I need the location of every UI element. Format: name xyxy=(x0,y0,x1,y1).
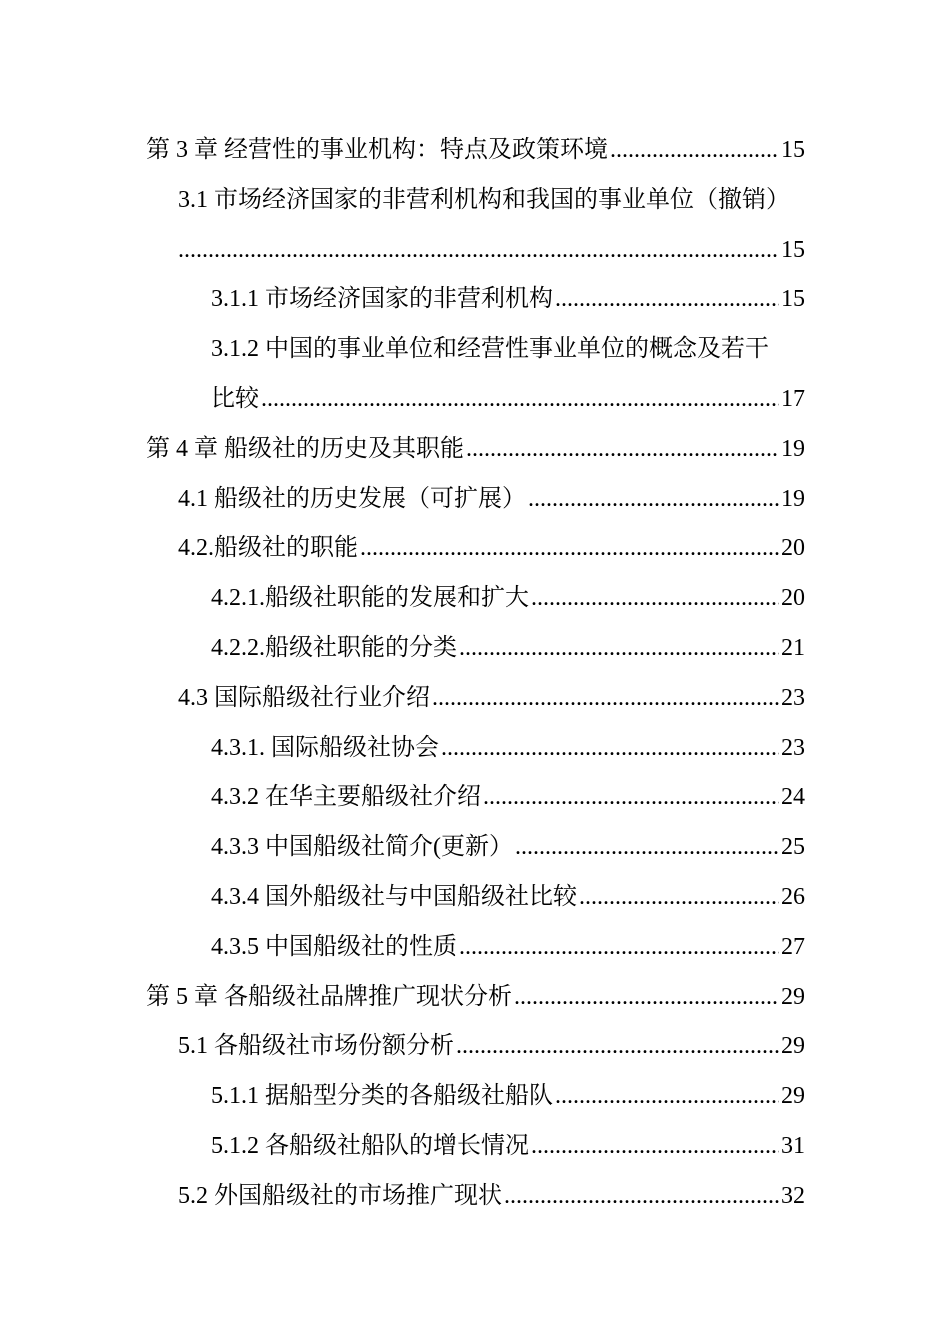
toc-entry-title: 5.1.1 据船型分类的各船级社船队 xyxy=(211,1083,553,1110)
dot-leader xyxy=(531,574,779,624)
toc-entry-page: 19 xyxy=(781,435,805,462)
toc-entry[interactable] xyxy=(0,973,950,1023)
toc-entry[interactable] xyxy=(0,1022,950,1072)
dot-leader xyxy=(456,1022,779,1072)
toc-entry-page: 25 xyxy=(781,834,805,861)
dot-leader xyxy=(514,973,779,1023)
toc-entry[interactable] xyxy=(0,425,950,475)
toc-entry-title: 5.1 各船级社市场份额分析 xyxy=(178,1033,454,1060)
dot-leader xyxy=(579,873,779,923)
toc-entry[interactable] xyxy=(0,325,950,375)
table-of-contents xyxy=(0,126,950,1222)
toc-entry-title: 4.3.5 中国船级社的性质 xyxy=(211,933,457,960)
toc-entry-page: 29 xyxy=(781,1083,805,1110)
toc-entry-page: 32 xyxy=(781,1182,805,1209)
toc-entry-continuation[interactable] xyxy=(0,226,950,276)
toc-entry-title: 4.1 船级社的历史发展（可扩展） xyxy=(178,485,526,512)
toc-entry-page: 15 xyxy=(781,286,805,313)
toc-entry[interactable] xyxy=(0,176,950,226)
toc-entry-title: 第 4 章 船级社的历史及其职能 xyxy=(146,435,464,462)
toc-entry-title: 第 3 章 经营性的事业机构：特点及政策环境 xyxy=(146,137,608,163)
toc-entry-page: 19 xyxy=(781,485,805,512)
toc-entry-page: 31 xyxy=(781,1132,805,1159)
dot-leader xyxy=(555,275,779,325)
dot-leader xyxy=(515,823,779,873)
toc-entry-page: 29 xyxy=(781,1033,805,1060)
dot-leader xyxy=(483,773,779,823)
dot-leader xyxy=(528,475,779,525)
toc-entry[interactable] xyxy=(0,574,950,624)
dot-leader xyxy=(531,1122,779,1172)
toc-entry-page: 24 xyxy=(781,784,805,811)
toc-entry[interactable] xyxy=(0,873,950,923)
toc-entry-title: 4.3.4 国外船级社与中国船级社比较 xyxy=(211,883,577,910)
toc-entry-title: 5.1.2 各船级社船队的增长情况 xyxy=(211,1132,529,1159)
toc-entry[interactable] xyxy=(0,1172,950,1222)
dot-leader xyxy=(360,524,779,574)
toc-entry-page: 21 xyxy=(781,634,805,661)
toc-entry-continuation[interactable] xyxy=(0,375,950,425)
dot-leader xyxy=(504,1172,779,1222)
toc-entry-title: 第 5 章 各船级社品牌推广现状分析 xyxy=(146,983,512,1010)
toc-entry-page: 29 xyxy=(781,983,805,1010)
toc-entry[interactable] xyxy=(0,126,950,176)
toc-entry-page: 26 xyxy=(781,883,805,910)
toc-entry-title: 4.2.1.船级社职能的发展和扩大 xyxy=(211,585,529,612)
dot-leader xyxy=(555,1072,779,1122)
dot-leader xyxy=(261,375,779,425)
toc-entry-title: 3.1 市场经济国家的非营利机构和我国的事业单位（撤销） xyxy=(178,186,790,213)
toc-entry[interactable] xyxy=(0,275,950,325)
toc-entry-page: 27 xyxy=(781,933,805,960)
toc-entry-title: 4.2.船级社的职能 xyxy=(178,535,358,562)
toc-entry[interactable] xyxy=(0,1122,950,1172)
dot-leader xyxy=(459,923,779,973)
toc-entry-title: 5.2 外国船级社的市场推广现状 xyxy=(178,1182,502,1209)
toc-entry-title: 4.2.2.船级社职能的分类 xyxy=(211,634,457,661)
dot-leader xyxy=(459,624,779,674)
toc-entry[interactable] xyxy=(0,674,950,724)
toc-entry-page: 15 xyxy=(781,137,805,163)
toc-entry-page: 23 xyxy=(781,684,805,711)
dot-leader xyxy=(441,724,779,774)
toc-entry[interactable] xyxy=(0,773,950,823)
toc-entry[interactable] xyxy=(0,724,950,774)
toc-entry[interactable] xyxy=(0,823,950,873)
toc-entry-page: 20 xyxy=(781,585,805,612)
toc-entry-title: 4.3.2 在华主要船级社介绍 xyxy=(211,784,481,811)
toc-entry[interactable] xyxy=(0,524,950,574)
toc-entry-title: 3.1.1 市场经济国家的非营利机构 xyxy=(211,286,553,313)
dot-leader xyxy=(610,126,779,176)
toc-entry-title: 4.3 国际船级社行业介绍 xyxy=(178,684,430,711)
dot-leader xyxy=(178,226,779,276)
dot-leader xyxy=(466,425,779,475)
dot-leader xyxy=(432,674,779,724)
toc-entry[interactable] xyxy=(0,624,950,674)
toc-entry-title-cont: 比较 xyxy=(211,385,259,412)
toc-entry[interactable] xyxy=(0,923,950,973)
toc-entry-title: 4.3.1. 国际船级社协会 xyxy=(211,734,439,761)
toc-entry-page: 20 xyxy=(781,535,805,562)
toc-entry-page: 15 xyxy=(781,236,805,263)
toc-entry-title: 3.1.2 中国的事业单位和经营性事业单位的概念及若干 xyxy=(211,336,769,363)
toc-entry-page: 23 xyxy=(781,734,805,761)
toc-entry-page: 17 xyxy=(781,385,805,412)
toc-entry[interactable] xyxy=(0,1072,950,1122)
toc-entry[interactable] xyxy=(0,475,950,525)
toc-entry-title: 4.3.3 中国船级社简介(更新） xyxy=(211,834,513,861)
